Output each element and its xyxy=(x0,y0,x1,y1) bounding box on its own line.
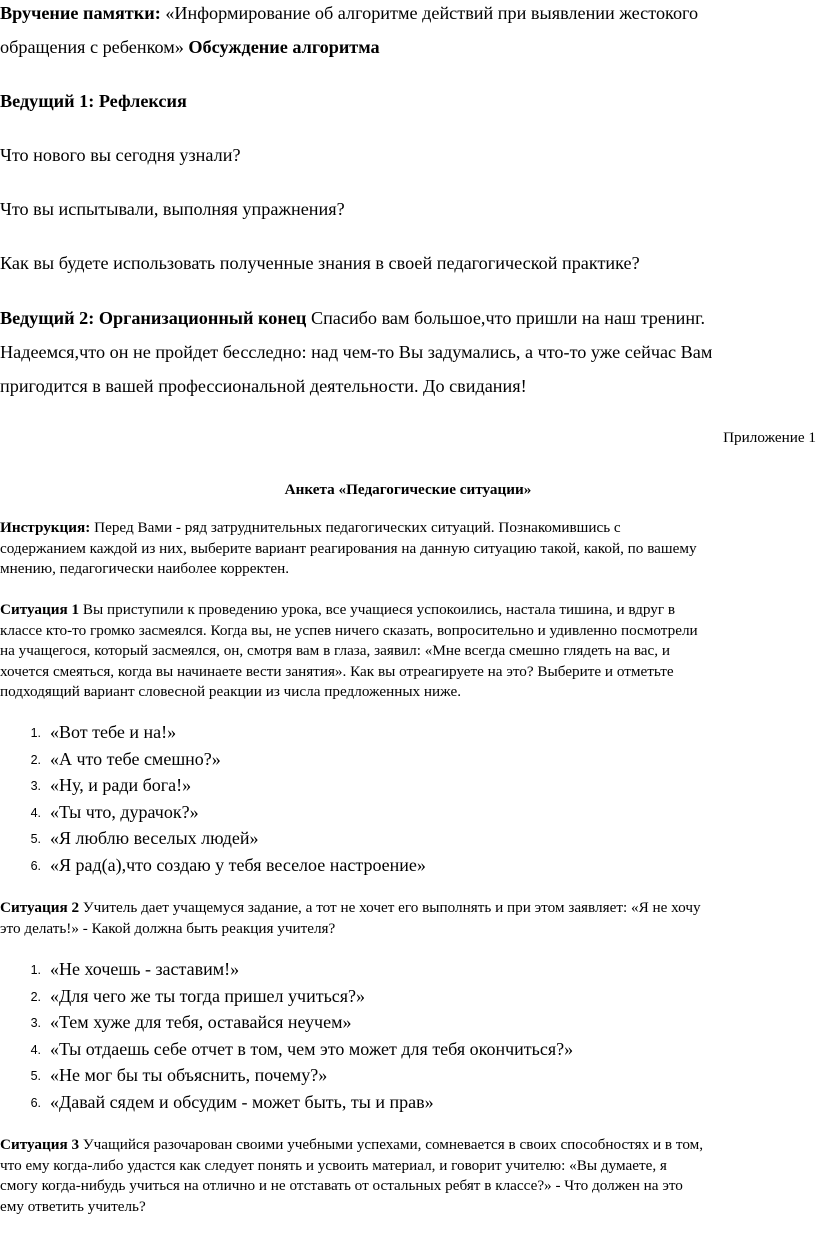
list-item: 5. «Не мог бы ты объяснить, почему?» xyxy=(30,1065,328,1085)
situation-2-options xyxy=(0,956,816,1115)
list-item: 3. «Ну, и ради бога!» xyxy=(30,775,192,795)
host2-paragraph: Ведущий 2: Организационный конец Спасибо вам большое,что пришли на наш тренинг. Надеемся,что он не пройдет бесследно: над чем-то Вы задумались, а что-то уже сейчас Вам пригодится в вашей профессиональной деятельности. До свидания! xyxy=(0,308,713,396)
handout-text: «Информирование об алгоритме действий при выявлении жестокого xyxy=(160,3,699,23)
host2-label: Ведущий 2: Организационный конец xyxy=(0,308,307,328)
list-item: 6. «Давай сядем и обсудим - может быть, ты и прав» xyxy=(30,1091,434,1112)
handout-label: Вручение памятки: xyxy=(0,3,161,23)
instruction-label: Инструкция: xyxy=(0,519,91,536)
list-item: 6. «Я рад(а),что создаю у тебя веселое настроение» xyxy=(30,854,426,875)
situation-3-paragraph: Ситуация 3 Учащийся разочарован своими учебными успехами, сомневается в своих способностях и в том, что ему когда-либо удастся как следует понять и усвоить материал, и говорит учителю: «Вы думаете, я смогу когда-нибудь учиться на отлично и не отставать от остальных ребят в классе?» - Что должен на это ему ответить учитель? xyxy=(0,1136,704,1215)
list-item: 1. «Вот тебе и на!» xyxy=(30,722,177,742)
situation-label: Ситуация 2 xyxy=(0,899,80,916)
list-item: 5. «Я люблю веселых людей» xyxy=(30,828,259,848)
situation-2-paragraph: Ситуация 2 Учитель дает учащемуся задание, а тот не хочет его выполнять и при этом заявляет: «Я не хочу это делать!» - Какой должна быть реакция учителя? xyxy=(0,899,701,937)
reflection-question: Что нового вы сегодня узнали? xyxy=(0,145,241,165)
situation-label: Ситуация 1 xyxy=(0,601,80,618)
situation-label: Ситуация 3 xyxy=(0,1136,80,1153)
handout-text-cont: обращения с ребенком» xyxy=(0,37,189,57)
reflection-question: Как вы будете использовать полученные знания в своей педагогической практике? xyxy=(0,253,640,273)
list-item: 1. «Не хочешь - заставим!» xyxy=(30,959,240,979)
handout-paragraph xyxy=(0,0,816,64)
appendix-label: Приложение 1 xyxy=(723,429,816,446)
list-item: 2. «А что тебе смешно?» xyxy=(30,748,221,769)
discussion-label: Обсуждение алгоритма xyxy=(188,37,380,57)
questionnaire-title: Анкета «Педагогические ситуации» xyxy=(284,481,532,498)
list-item: 2. «Для чего же ты тогда пришел учиться?» xyxy=(30,985,366,1006)
situation-1-paragraph: Ситуация 1 Вы приступили к проведению урока, все учащиеся успокоились, настала тишина, и вдруг в классе кто-то громко засмеялся. Когда вы, не успев ничего сказать, вопросительно и удивленно посмотрели на учащегося, который засмеялся, он, смотря вам в глаза, заявил: «Мне всегда смешно глядеть на вас, и хочется смеяться, когда вы начинаете вести занятия». Как вы отреагируете на это? Выберите и отметьте подходящий вариант словесной реакции из числа предложенных ниже. xyxy=(0,601,698,700)
list-item: 4. «Ты что, дурачок?» xyxy=(30,801,199,822)
instruction-paragraph: Инструкция: Перед Вами - ряд затруднительных педагогических ситуаций. Познакомившись с содержанием каждой из них, выберите вариант реагирования на данную ситуацию такой, какой, по вашему мнению, педагогически наиболее корректен. xyxy=(0,519,697,577)
list-item: 3. «Тем хуже для тебя, оставайся неучем» xyxy=(30,1012,352,1032)
list-item: 4. «Ты отдаешь себе отчет в том, чем это может для тебя окончиться?» xyxy=(30,1038,574,1059)
host1-heading: Ведущий 1: Рефлексия xyxy=(0,91,187,111)
situation-1-options xyxy=(0,719,816,878)
reflection-question: Что вы испытывали, выполняя упражнения? xyxy=(0,199,345,219)
